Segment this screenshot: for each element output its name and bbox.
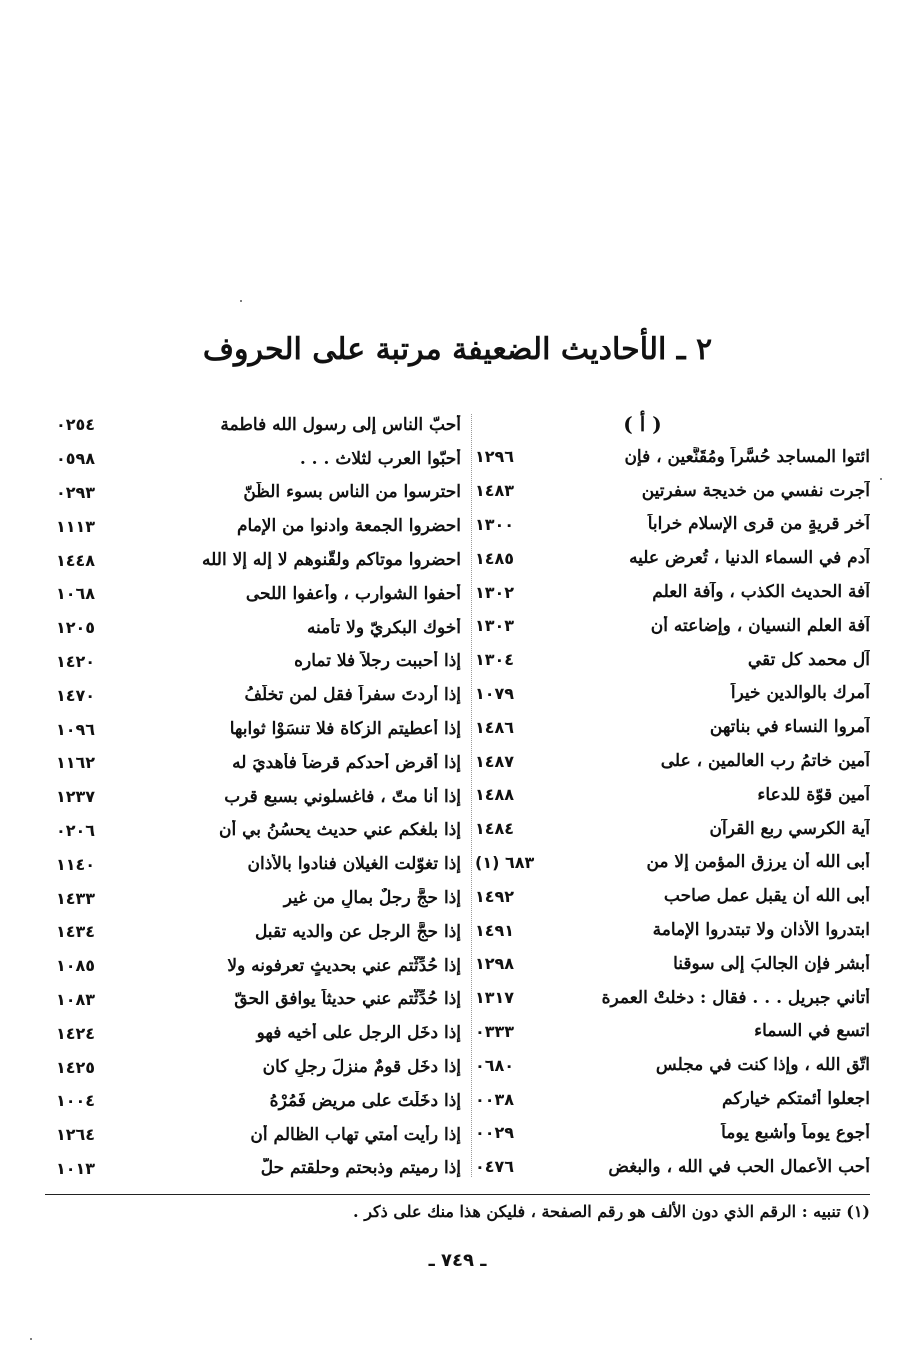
hadith-number: ١٤٢٥ bbox=[56, 1057, 96, 1077]
hadith-number: ٠٤٧٦ bbox=[475, 1157, 515, 1177]
hadith-number: ١٢٣٧ bbox=[56, 787, 96, 807]
index-column-left bbox=[48, 408, 473, 1185]
hadith-number: ١٣١٧ bbox=[475, 988, 515, 1008]
scan-speck bbox=[880, 478, 882, 480]
hadith-incipit: أحبّ الناس إلى رسول الله فاطمة bbox=[220, 414, 461, 435]
hadith-number: ١٤٨٣ bbox=[475, 481, 515, 501]
hadith-number: ١٤٣٣ bbox=[56, 888, 96, 908]
index-entry bbox=[475, 541, 870, 575]
hadith-number: ١٢٩٨ bbox=[475, 954, 515, 974]
index-entry bbox=[475, 1082, 870, 1116]
hadith-number: ١٣٠٠ bbox=[475, 514, 515, 534]
hadith-number: ١٤٤٨ bbox=[56, 550, 96, 570]
hadith-number: ١٣٠٣ bbox=[475, 616, 515, 636]
hadith-incipit: آخر قريةٍ من قرى الإسلام خراباً bbox=[647, 514, 870, 535]
index-entry bbox=[475, 508, 870, 542]
index-entry bbox=[475, 474, 870, 508]
hadith-number: ١٢٠٥ bbox=[56, 618, 96, 638]
index-entry bbox=[48, 1084, 473, 1118]
hadith-incipit: إذا حُدِّثْتم عني بحديثٍ تعرفونه ولا bbox=[227, 955, 461, 976]
hadith-number: ١٤٨٥ bbox=[475, 548, 515, 568]
hadith-incipit: إذا تغوّلت الغيلان فنادوا بالأذان bbox=[247, 854, 461, 875]
index-entry bbox=[475, 812, 870, 846]
hadith-incipit: احضروا موتاكم ولقّنوهم لا إله إلا الله bbox=[202, 550, 461, 571]
index-entry bbox=[475, 440, 870, 474]
hadith-incipit: إذا حجَّ رجلٌ بمالٍ من غير bbox=[283, 888, 461, 909]
index-entry bbox=[48, 1016, 473, 1050]
index-entry bbox=[475, 1015, 870, 1049]
hadith-incipit: آمين قوّة للدعاء bbox=[757, 784, 870, 805]
hadith-number: ١٤٣٤ bbox=[56, 922, 96, 942]
index-entry bbox=[475, 846, 870, 880]
index-entry bbox=[48, 847, 473, 881]
hadith-incipit: إذا بلغكم عني حديث يحسُنُ بي أن bbox=[218, 820, 461, 841]
index-entry bbox=[48, 780, 473, 814]
hadith-incipit: احترسوا من الناس بسوء الظّنّ bbox=[243, 482, 461, 503]
hadith-number: ١٤٢٠ bbox=[56, 651, 96, 671]
index-entry bbox=[48, 1152, 473, 1186]
index-entry bbox=[48, 476, 473, 510]
hadith-number: ٠٠٢٩ bbox=[475, 1123, 515, 1143]
index-entry bbox=[48, 712, 473, 746]
hadith-incipit: إذا أردتَ سفراً فقل لمن تخلّفُ bbox=[244, 685, 461, 706]
letter-heading: ( أ ) bbox=[623, 412, 662, 436]
hadith-incipit: إذا دخَل الرجل على أخيه فهو bbox=[256, 1023, 461, 1044]
hadith-number: ١١٤٠ bbox=[56, 854, 96, 874]
index-entry bbox=[48, 509, 473, 543]
hadith-incipit: أحبّوا العرب لثلاث . . . bbox=[299, 448, 461, 469]
hadith-number: ١٠٨٥ bbox=[56, 956, 96, 976]
hadith-number: ١٣٠٤ bbox=[475, 650, 515, 670]
hadith-incipit: آمرك بالوالدين خيراً bbox=[730, 683, 870, 704]
hadith-incipit: آمروا النساء في بناتهن bbox=[709, 717, 870, 738]
hadith-incipit: اجعلوا أئمتكم خياركم bbox=[722, 1089, 870, 1110]
hadith-number: ١١١٣ bbox=[56, 516, 96, 536]
index-entry bbox=[48, 408, 473, 442]
hadith-number: ١١٦٢ bbox=[56, 753, 96, 773]
index-entry bbox=[48, 915, 473, 949]
footnote-divider bbox=[45, 1194, 870, 1195]
index-entry bbox=[475, 744, 870, 778]
hadith-incipit: أجوع يوماً وأشبع يوماً bbox=[721, 1122, 870, 1143]
hadith-incipit: إذا دخَلْتَ على مريض فَمُرْهُ bbox=[269, 1090, 461, 1111]
hadith-number: ٠٥٩٨ bbox=[56, 449, 96, 469]
hadith-number: ٠٢٠٦ bbox=[56, 820, 96, 840]
hadith-number: ١٤٩١ bbox=[475, 920, 515, 940]
hadith-number: ١٠٠٤ bbox=[56, 1091, 96, 1111]
hadith-number: ١٢٩٦ bbox=[475, 447, 515, 467]
hadith-incipit: ابتدروا الأذان ولا تبتدروا الإمامة bbox=[652, 920, 870, 941]
hadith-incipit: احضروا الجمعة وادنوا من الإمام bbox=[237, 516, 461, 537]
index-entry bbox=[48, 577, 473, 611]
index-entry bbox=[475, 710, 870, 744]
index-entry bbox=[48, 1118, 473, 1152]
index-entry bbox=[48, 611, 473, 645]
hadith-number: ١٣٠٢ bbox=[475, 582, 515, 602]
index-entry bbox=[475, 643, 870, 677]
hadith-number: ١٤٨٨ bbox=[475, 785, 515, 805]
hadith-number: ١٠٦٨ bbox=[56, 584, 96, 604]
hadith-incipit: إذا أقرض أحدكم قرضاً فأُهديَ له bbox=[232, 752, 461, 773]
hadith-incipit: أبى الله أن يرزق المؤمن إلا من bbox=[646, 852, 870, 873]
hadith-incipit: آدم في السماء الدنيا ، تُعرض عليه bbox=[629, 548, 870, 569]
hadith-incipit: أحفوا الشوارب ، وأعفوا اللحى bbox=[245, 583, 461, 604]
index-entry bbox=[48, 949, 473, 983]
scan-speck bbox=[240, 300, 242, 302]
index-entry bbox=[475, 1048, 870, 1082]
index-entry bbox=[475, 1116, 870, 1150]
hadith-number: ١٠٩٦ bbox=[56, 719, 96, 739]
hadith-number: ١٢٦٤ bbox=[56, 1125, 96, 1145]
index-entry bbox=[48, 881, 473, 915]
index-entry bbox=[475, 677, 870, 711]
hadith-number: ١٤٨٧ bbox=[475, 751, 515, 771]
hadith-number: ٠٠٣٨ bbox=[475, 1089, 515, 1109]
index-entry bbox=[475, 1150, 870, 1184]
index-entry bbox=[48, 442, 473, 476]
hadith-number: ٠٢٩٣ bbox=[56, 482, 96, 502]
hadith-incipit: إذا أنا متّ ، فاغسلوني بسبع قرب bbox=[224, 786, 461, 807]
hadith-incipit: إذا رأيت أمتي تهاب الظالم أن bbox=[250, 1124, 461, 1145]
index-entry bbox=[475, 913, 870, 947]
hadith-incipit: إذا أعطيتم الزكاة فلا تنسَوْا ثوابها bbox=[229, 719, 461, 740]
index-entry bbox=[475, 575, 870, 609]
hadith-incipit: آجرت نفسي من خديجة سفرتين bbox=[641, 480, 870, 501]
index-entry bbox=[48, 645, 473, 679]
hadith-incipit: إذا دخَل قومٌ منزلَ رجلٍ كان bbox=[262, 1057, 461, 1078]
index-entry bbox=[475, 609, 870, 643]
hadith-incipit: إذا حجَّ الرجل عن والديه تقبل bbox=[254, 921, 461, 942]
column-divider bbox=[471, 414, 472, 1177]
hadith-incipit: اتسع في السماء bbox=[754, 1021, 870, 1042]
hadith-incipit: آمين خاتمُ رب العالمين ، على bbox=[660, 751, 870, 772]
hadith-incipit: أتاني جبريل . . . فقال : دخلتْ العمرة bbox=[601, 987, 870, 1008]
hadith-incipit: آفة العلم النسيان ، وإضاعته أن bbox=[650, 615, 870, 636]
scan-speck bbox=[30, 1338, 32, 1340]
footnote: (١) تنبيه : الرقم الذي دون الألف هو رقم الصفحة ، فليكن هذا منك على ذكر . bbox=[353, 1202, 870, 1221]
index-entry bbox=[475, 778, 870, 812]
hadith-incipit: اتّق الله ، وإذا كنت في مجلس bbox=[655, 1055, 870, 1076]
hadith-incipit: آل محمد كل تقي bbox=[747, 649, 870, 670]
hadith-incipit: آية الكرسي ربع القرآن bbox=[709, 818, 870, 839]
index-entry bbox=[475, 947, 870, 981]
hadith-number: ١٠٨٣ bbox=[56, 989, 96, 1009]
hadith-number: ٦٨٣ (١) bbox=[475, 852, 535, 872]
index-entry bbox=[475, 981, 870, 1015]
hadith-incipit: إذا أحببت رجلاً فلا تماره bbox=[294, 651, 461, 672]
index-entry bbox=[48, 983, 473, 1017]
hadith-number: ١٠١٣ bbox=[56, 1158, 96, 1178]
index-entry bbox=[475, 879, 870, 913]
hadith-number: ٠٣٣٣ bbox=[475, 1021, 515, 1041]
index-column-right bbox=[475, 408, 870, 1184]
hadith-number: ٠٢٥٤ bbox=[56, 415, 96, 435]
index-entry bbox=[48, 543, 473, 577]
hadith-incipit: أحب الأعمال الحب في الله ، والبغض bbox=[608, 1156, 870, 1177]
hadith-number: ١٤٢٤ bbox=[56, 1023, 96, 1043]
hadith-incipit: ائتوا المساجد حُسَّراً ومُقَنَّعين ، فإن bbox=[624, 446, 870, 467]
hadith-incipit: آفة الحديث الكذب ، وآفة العلم bbox=[652, 582, 870, 603]
index-entry bbox=[48, 814, 473, 848]
index-entry bbox=[48, 678, 473, 712]
hadith-incipit: أخوك البكريّ ولا تأمنه bbox=[306, 617, 461, 638]
page-number: ـ ٧٤٩ ـ bbox=[428, 1250, 487, 1271]
hadith-incipit: أبى الله أن يقبل عمل صاحب bbox=[663, 886, 870, 907]
hadith-number: ١٤٨٦ bbox=[475, 717, 515, 737]
index-entry bbox=[48, 1050, 473, 1084]
hadith-number: ١٤٩٢ bbox=[475, 886, 515, 906]
index-entry bbox=[48, 746, 473, 780]
hadith-incipit: أبشر فإن الجالبَ إلى سوقنا bbox=[673, 953, 870, 974]
hadith-number: ١٠٧٩ bbox=[475, 683, 515, 703]
hadith-number: ٠٦٨٠ bbox=[475, 1055, 515, 1075]
page-title: ٢ ـ الأحاديث الضعيفة مرتبة على الحروف bbox=[202, 332, 713, 367]
hadith-number: ١٤٧٠ bbox=[56, 685, 96, 705]
hadith-incipit: إذا رميتم وذبحتم وحلقتم حلّ bbox=[260, 1158, 461, 1179]
hadith-number: ١٤٨٤ bbox=[475, 819, 515, 839]
hadith-incipit: إذا حُدِّثْتم عني حديثاً يوافق الحقّ bbox=[234, 989, 461, 1010]
